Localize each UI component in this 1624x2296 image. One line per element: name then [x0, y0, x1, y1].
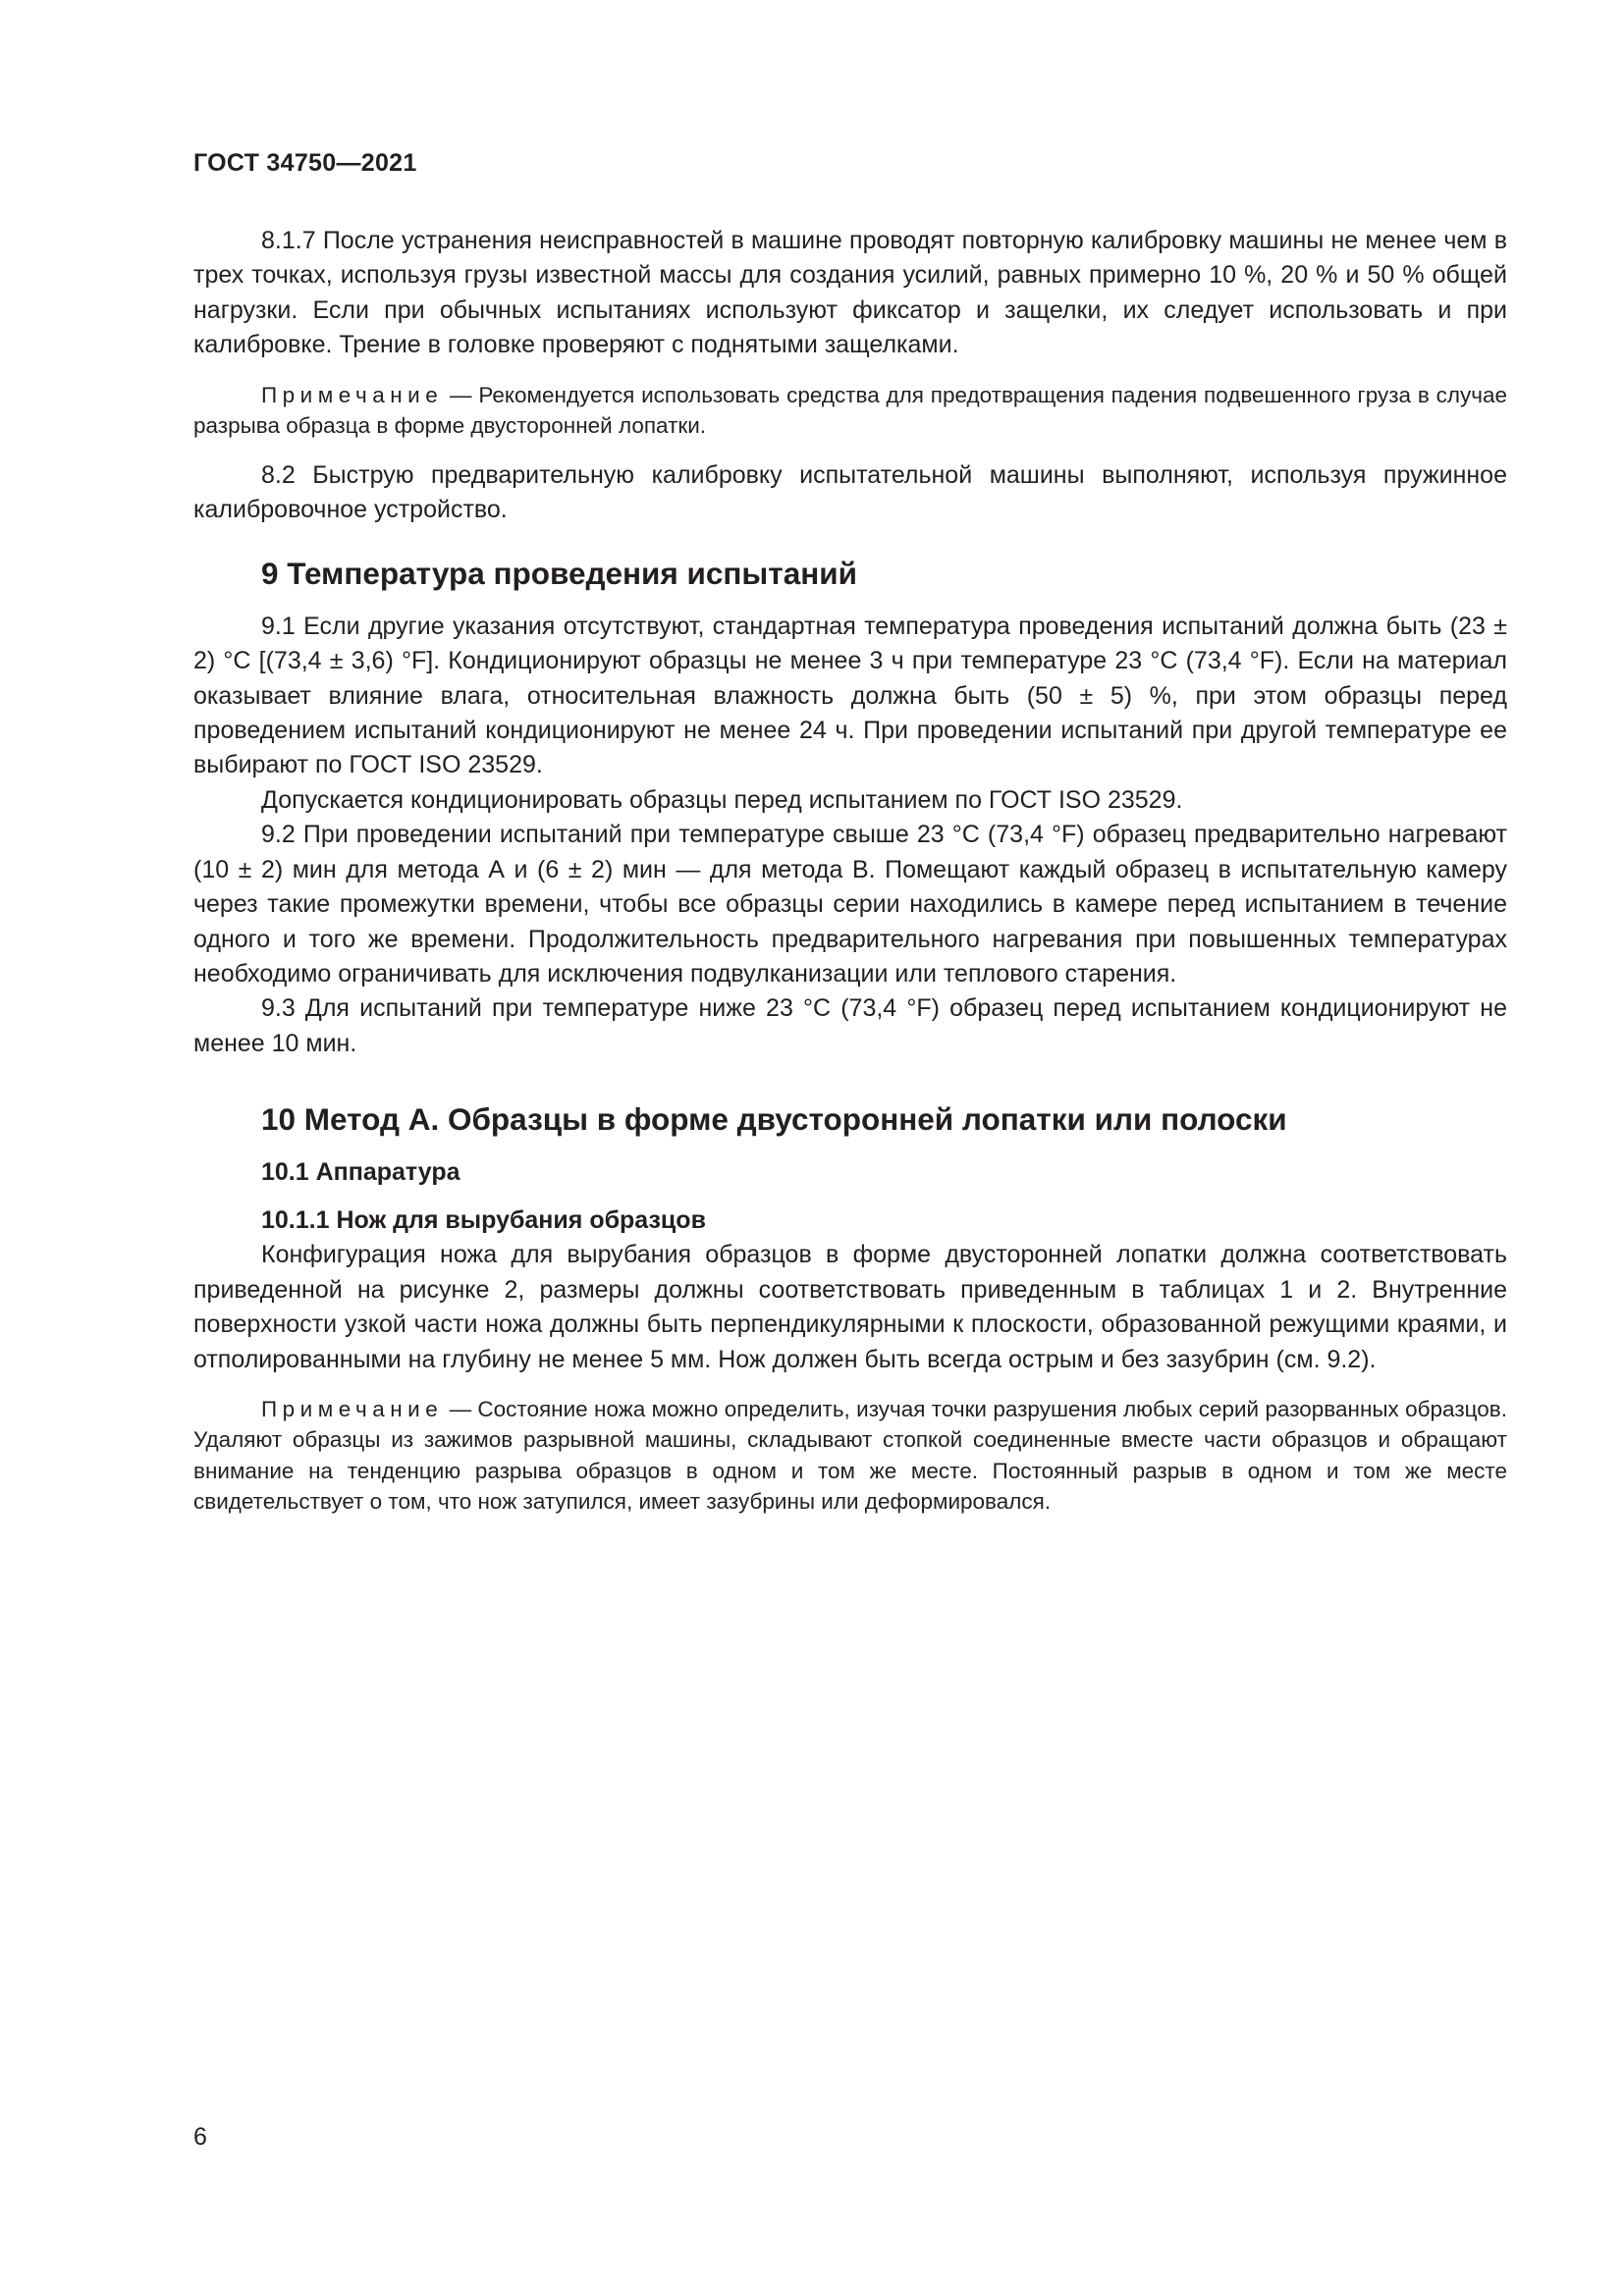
note-label: Примечание	[261, 382, 444, 407]
document-header: ГОСТ 34750—2021	[193, 149, 417, 177]
paragraph-9-1-b: Допускается кондиционировать образцы перед испытанием по ГОСТ ISO 23529.	[261, 785, 1183, 814]
section-10-heading: 10 Метод А. Образцы в форме двусторонней лопатки или полоски	[261, 1101, 1287, 1138]
note-text: — Рекомендуется использовать средства для предотвращения падения подвешенного груза в случае разрыва образца в форме двусторонней лопатки.	[193, 382, 1507, 439]
section-9-heading: 9 Температура проведения испытаний	[261, 556, 858, 592]
note-label: Примечание	[261, 1396, 444, 1421]
paragraph-8-2: 8.2 Быструю предварительную калибровку испытательной машины выполняют, используя пружинное калибровочное устройство.	[193, 460, 1507, 524]
document-body	[193, 224, 1507, 1518]
note-2	[193, 1394, 1507, 1518]
note-text: — Состояние ножа можно определить, изучая точки разрушения любых серий разорванных образцов. Удаляют образцы из зажимов разрывной машины, складывают стопкой соединенные вместе части образцов и обращают внимание на тенденцию разрыва образцов в одном и том же месте. Постоянный разрыв в одном и том же месте свидетельствует о том, что нож затупился, имеет зазубрины или деформировался.	[193, 1396, 1507, 1515]
note-1	[193, 380, 1507, 442]
paragraph-8-1-7: 8.1.7 После устранения неисправностей в машине проводят повторную калибровку машины не менее чем в трех точках, используя грузы известной массы для создания усилий, равных примерно 10 %, 20 % и 50 % общей нагрузки. Если при обычных испытаниях используют фиксатор и защелки, их следует использовать и при калибровке. Трение в головке проверяют с поднятыми защелками.	[193, 227, 1507, 359]
subsection-10-1-heading: 10.1 Аппаратура	[261, 1157, 460, 1186]
paragraph-10-1-1: Конфигурация ножа для вырубания образцов в форме двусторонней лопатки должна соответствовать приведенной на рисунке 2, размеры должны соответствовать приведенным в таблицах 1 и 2. Внутренние поверхности узкой части ножа должны быть перпендикулярными к плоскости, образованной режущими краями, и отполированными на глубину не менее 5 мм. Нож должен быть всегда острым и без зазубрин (см. 9.2).	[193, 1241, 1507, 1373]
paragraph-9-2: 9.2 При проведении испытаний при температуре свыше 23 °С (73,4 °F) образец предварительно нагревают (10 ± 2) мин для метода А и (6 ± 2) мин — для метода В. Помещают каждый образец в испытательную камеру через такие промежутки времени, чтобы все образцы серии находились в камере перед испытанием в течение одного и того же времени. Продолжительность предварительного нагревания при повышенных температурах необходимо ограничивать для исключения подвулканизации или теплового старения.	[193, 821, 1507, 988]
paragraph-9-1: 9.1 Если другие указания отсутствуют, стандартная температура проведения испытаний должна быть (23 ± 2) °С [(73,4 ± 3,6) °F]. Кондиционируют образцы не менее 3 ч при температуре 23 °С (73,4 °F). Если на материал оказывает влияние влага, относительная влажность должна быть (50 ± 5) %, при этом образцы перед проведением испытаний кондиционируют не менее 24 ч. При проведении испытаний при другой температуре ее выбирают по ГОСТ ISO 23529.	[193, 612, 1507, 779]
subsection-10-1-1-heading: 10.1.1 Нож для вырубания образцов	[261, 1205, 706, 1234]
page-number: 6	[193, 2123, 207, 2151]
paragraph-9-3: 9.3 Для испытаний при температуре ниже 23 °С (73,4 °F) образец перед испытанием кондиционируют не менее 10 мин.	[193, 994, 1507, 1057]
